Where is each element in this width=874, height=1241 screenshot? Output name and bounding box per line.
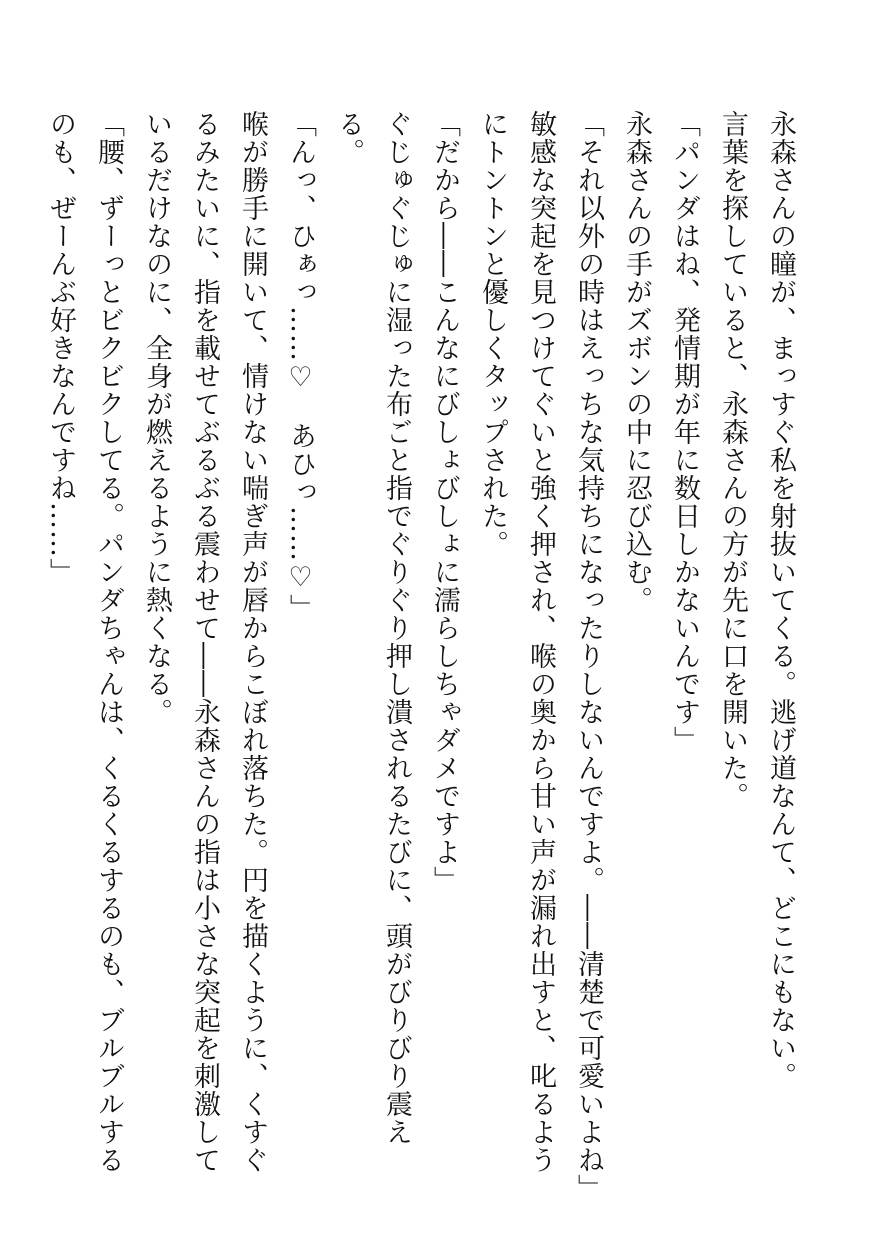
paragraph-11: 「腰、ずーっとビクビクしてる。パンダちゃんは、くるくるするのも、ブルブルするのも、ぜーんぶ好きなんですね……」 <box>45 110 124 1174</box>
paragraph-8: ぐじゅぐじゅに湿った布ごと指でぐりぐり押し潰されるたびに、頭がびりびり震える。 <box>333 110 412 1146</box>
vertical-text-body <box>36 110 804 1200</box>
paragraph-10: 喉が勝手に開いて、情けない喘ぎ声が唇からこぼれ落ちた。円を描くように、くすぐるみたいに、指を載せてぶるぶる震わせて――永森さんの指は小さな突起を刺激しているだけなのに、全身が燃えるように熱くなる。 <box>141 110 268 1174</box>
paragraph-3: 「パンダはね、発情期が年に数日しかないんです」 <box>669 110 700 754</box>
paragraph-1: 永森さんの瞳が、まっすぐ私を射抜いてくる。逃げ道なんて、どこにもない。 <box>765 110 796 1090</box>
paragraph-4: 永森さんの手がズボンの中に忍び込む。 <box>621 110 652 614</box>
paragraph-5: 「それ以外の時はえっちな気持ちになったりしないんですよ。――清楚で可愛いよね」 <box>573 110 604 1202</box>
paragraph-9: 「んっ、ひぁっ……♡ あひっ……♡」 <box>285 110 316 622</box>
paragraph-7: 「だから――こんなにびしょびしょに濡らしちゃダメですよ」 <box>429 110 460 894</box>
paragraph-6: 敏感な突起を見つけてぐいと強く押され、喉の奥から甘い声が漏れ出すと、叱るようにトントンと優しくタップされた。 <box>477 110 556 1174</box>
paragraph-2: 言葉を探していると、永森さんの方が先に口を開いた。 <box>717 110 748 810</box>
